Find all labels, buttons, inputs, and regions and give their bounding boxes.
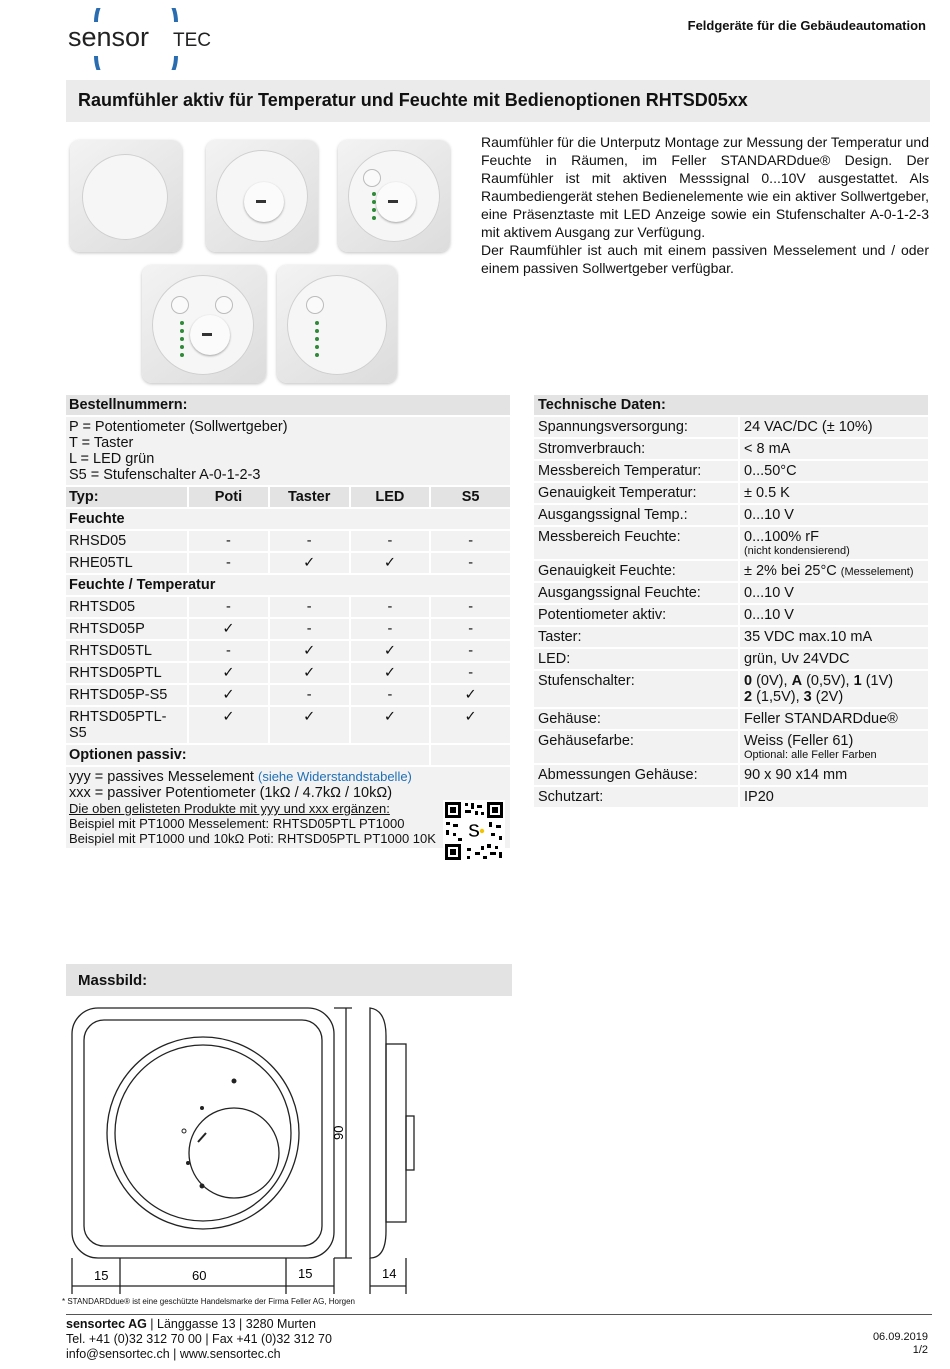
col-header-taster: Taster xyxy=(270,487,351,509)
option-xxx: xxx = passiver Potentiometer (1kΩ / 4.7kΩ / 10kΩ) xyxy=(69,785,393,801)
product-photo-poti-taster xyxy=(338,140,450,252)
table-row: Ausgangssignal Temp.: 0...10 V xyxy=(534,505,930,527)
footer-contact[interactable]: info@sensortec.ch | www.sensortec.ch xyxy=(66,1347,281,1361)
legend-line: S5 = Stufenschalter A-0-1-2-3 xyxy=(69,467,261,483)
product-photo-plain xyxy=(70,140,182,252)
col-header-led: LED xyxy=(351,487,432,509)
intro-text xyxy=(481,133,929,277)
legend-line: T = Taster xyxy=(69,435,134,451)
option-yyy: yyy = passives Messelement xyxy=(69,769,254,785)
option-example-2: Beispiel mit PT1000 und 10kΩ Poti: RHTSD05PTL PT1000 10K xyxy=(69,831,436,846)
dim-height: 90 xyxy=(331,1125,346,1140)
table-row: Genauigkeit Feuchte: ± 2% bei 25°C (Messelement) xyxy=(534,561,930,583)
table-row: Stromverbrauch: < 8 mA xyxy=(534,439,930,461)
option-note: Die oben gelisteten Produkte mit yyy und xxx ergänzen: xyxy=(69,801,390,816)
table-row: RHTSD05PTL-S5 ✓ ✓ ✓ ✓ xyxy=(66,707,512,745)
table-row: RHTSD05TL - ✓ ✓ - xyxy=(66,641,512,663)
table-row: Spannungsversorgung: 24 VAC/DC (± 10%) xyxy=(534,417,930,439)
order-legend xyxy=(66,417,512,487)
table-row: RHE05TL - ✓ ✓ - xyxy=(66,553,512,575)
table-row: Taster: 35 VDC max.10 mA xyxy=(534,627,930,649)
footer-street: | Länggasse 13 | 3280 Murten xyxy=(146,1317,316,1331)
table-row: RHTSD05 - - - - xyxy=(66,597,512,619)
table-row: Gehäuse: Feller STANDARDdue® xyxy=(534,709,930,731)
table-row: Messbereich Feuchte: 0...100% rF (nicht kondensierend) xyxy=(534,527,930,561)
table-row: Genauigkeit Temperatur: ± 0.5 K xyxy=(534,483,930,505)
table-row: RHSD05 - - - - xyxy=(66,531,512,553)
dimension-drawing xyxy=(56,996,496,1296)
massbild-bar xyxy=(66,964,512,996)
col-header-s5: S5 xyxy=(431,487,512,509)
footer-date: 06.09.2019 xyxy=(872,1331,928,1343)
table-row: RHTSD05PTL ✓ ✓ ✓ - xyxy=(66,663,512,685)
footer-phone: Tel. +41 (0)32 312 70 00 | Fax +41 (0)32 312 70 xyxy=(66,1332,332,1346)
order-table xyxy=(66,395,512,850)
footer-meta xyxy=(873,1331,928,1357)
footer-company: sensortec AG xyxy=(66,1317,147,1331)
table-row: Schutzart: IP20 xyxy=(534,787,930,809)
qr-code[interactable] xyxy=(443,800,505,862)
legend-line: P = Potentiometer (Sollwertgeber) xyxy=(69,419,288,435)
dim-center: 60 xyxy=(192,1268,207,1283)
dim-right: 15 xyxy=(298,1266,313,1281)
page-title: Raumfühler aktiv für Temperatur und Feuchte mit Bedienoptionen RHTSD05xx xyxy=(78,90,748,110)
table-row: LED: grün, Uv 24VDC xyxy=(534,649,930,671)
brand-main: sensor xyxy=(68,22,150,52)
massbild-heading: Massbild: xyxy=(78,972,148,989)
col-header-type: Typ: xyxy=(66,487,189,509)
legend-line: L = LED grün xyxy=(69,451,155,467)
tagline: Feldgeräte für die Gebäudeautomation xyxy=(687,18,926,33)
product-photo-taster-s5 xyxy=(277,265,397,383)
table-row: Gehäusefarbe: Weiss (Feller 61) Optional: alle Feller Farben xyxy=(534,731,930,765)
dim-left: 15 xyxy=(94,1268,109,1283)
group-feuchte-temperatur: Feuchte / Temperatur xyxy=(66,575,512,597)
table-row: RHTSD05P ✓ - - - xyxy=(66,619,512,641)
resistance-table-link[interactable]: (siehe Widerstandstabelle) xyxy=(257,769,412,784)
footer-divider xyxy=(66,1314,932,1315)
order-heading: Bestellnummern: xyxy=(66,395,512,417)
table-row: Ausgangssignal Feuchte: 0...10 V xyxy=(534,583,930,605)
title-bar xyxy=(66,80,930,122)
dim-depth: 14 xyxy=(382,1266,397,1281)
product-photo-full xyxy=(142,265,266,383)
tech-heading: Technische Daten: xyxy=(534,395,930,417)
company-logo xyxy=(66,8,226,70)
trademark-note: * STANDARDdue® ist eine geschützte Handelsmarke der Firma Feller AG, Horgen xyxy=(62,1297,355,1306)
intro-paragraph-2: Der Raumfühler ist auch mit einem passiven Messelement und / oder einem passiven Sollwertgeber verfügbar. xyxy=(481,242,929,276)
table-row: RHTSD05P-S5 ✓ - - ✓ xyxy=(66,685,512,707)
page-number: 1/2 xyxy=(912,1344,928,1356)
brand-suffix: TEC xyxy=(173,30,211,51)
group-feuchte: Feuchte xyxy=(66,509,512,531)
tech-table xyxy=(534,395,930,809)
svg-text:S: S xyxy=(467,821,481,841)
table-row: Messbereich Temperatur: 0...50°C xyxy=(534,461,930,483)
table-row: Stufenschalter: 0 (0V), A (0,5V), 1 (1V) 2 (1,5V), 3 (2V) xyxy=(534,671,930,709)
table-row: Potentiometer aktiv: 0...10 V xyxy=(534,605,930,627)
option-example-1: Beispiel mit PT1000 Messelement: RHTSD05PTL PT1000 xyxy=(69,816,405,831)
col-header-poti: Poti xyxy=(189,487,270,509)
table-row: Abmessungen Gehäuse: 90 x 90 x14 mm xyxy=(534,765,930,787)
product-photo-poti xyxy=(206,140,318,252)
stufenschalter-values: 0 (0V), A (0,5V), 1 (1V) 2 (1,5V), 3 (2V) xyxy=(740,671,930,709)
options-heading: Optionen passiv: xyxy=(66,745,431,767)
intro-paragraph-1: Raumfühler für die Unterputz Montage zur Messung der Temperatur und Feuchte in Räumen, im Feller STANDARDdue® Design. Der Raumfühler ist mit aktiven Messsignal 0...10V ausgestattet. Als Raumbediengerät stehen Bedienelemente wie ein aktiver Sollwertgeber, eine Präsenztaste mit LED Anzeige sowie ein Stufenschalter A-0-1-2-3 mit aktivem Ausgang zur Verfügung. xyxy=(481,134,929,240)
footer-address xyxy=(66,1317,332,1362)
